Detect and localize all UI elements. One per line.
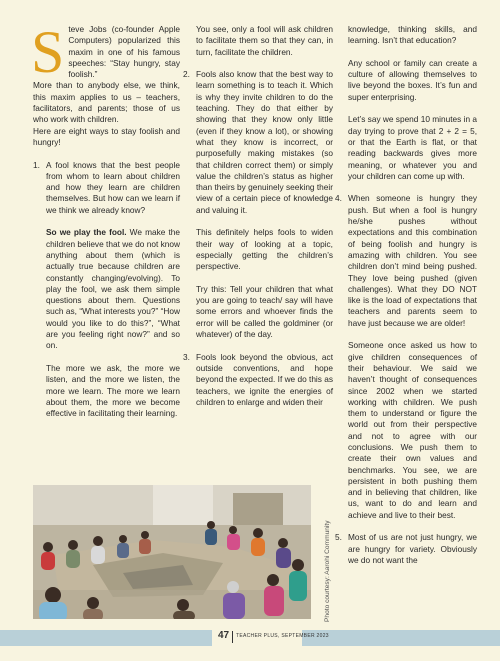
- intro-line-2: More than to anybody else, we think, this maxim applies to us – teachers, facilitators, and parents; those of us who work with children.: [33, 80, 180, 125]
- item-5-para-1: Most of us are not just hungry, we are hungry for variety. Obviously we do not want the: [348, 532, 477, 565]
- intro-text: teve Jobs (co-founder Apple Computers) popularized this maxim in one of his famous speeches: “Stay hungry, stay foolish.”: [68, 24, 180, 80]
- item-3-para-3: Let’s say we spend 10 minutes in a day trying to prove that 2 + 2 = 5, or that the Earth is flat, or that reading backwards gives more meaning, or whatever you and your children can come up with.: [348, 114, 477, 181]
- item-2-para-1: Fools also know that the best way to learn something is to teach it. Which is why they invite children to do the teaching. They do that either by showing that they know only little (even if they know a lot), or showing what they know is incorrect, or purposefully making mistakes (so that children correct them) or simply value the children’s status as higher than theirs by genuinely seeking their view of a certain piece of knowledge and valuing it.: [196, 69, 333, 215]
- item-number: 1.: [33, 159, 40, 170]
- column-right: [335, 24, 477, 578]
- photo-credit: Photo courtesy: Aarohi Community: [324, 520, 331, 622]
- column-left: [31, 19, 180, 431]
- list-item-1: [33, 160, 180, 420]
- item-3-continued: knowledge, thinking skills, and learning. Isn’t that education?: [348, 24, 477, 46]
- item-1-para-1: A fool knows that the best people from whom to learn about children and how they learn are children themselves. But how can we learn if we think we already know?: [46, 159, 180, 215]
- magazine-name: TEACHER PLUS, SEPTEMBER 2023: [236, 633, 329, 639]
- item-1-bold: So we play the fool.: [46, 227, 127, 238]
- item-number: 2.: [183, 69, 190, 80]
- item-1-para-2-text: We make the children believe that we do not know anything about them (which is actually true because children are constantly changing/evolving). To play the fool, we ask them simple questions about them. Questions such as, “What interests you?” “How would you like to do this?”, “What are you feeling right now?” and so on.: [46, 227, 180, 351]
- item-3-para-2: Any school or family can create a culture of allowing themselves to live beyond the boxes. It’s fun and super enterprising.: [348, 57, 477, 102]
- item-number: 4.: [335, 193, 342, 204]
- intro-block: [31, 19, 180, 148]
- list-item-2: [183, 69, 333, 340]
- intro-line-3: Here are eight ways to stay foolish and hungry!: [33, 125, 180, 147]
- item-1-para-2: [46, 227, 180, 351]
- item-number: 5.: [335, 532, 342, 543]
- item-3-para-1: Fools look beyond the obvious, act outside conventions, and hope beyond the expected. If we do this as teachers, we ignite the energies of children to enlarge and widen their: [196, 351, 333, 407]
- photo-illustration: [33, 485, 311, 619]
- item-4-para-1: When someone is hungry they push. But when a fool is hungry he/she pushes without expectations and this combination of being foolish and hungry is amazing with children. You see children don’t mind being pushed. They love being pushed (given challenges). What they DO NOT like is the load of expectations that teachers and parents seem to have just because we are older!: [348, 193, 477, 328]
- list-item-4: [335, 193, 477, 521]
- column-middle: [183, 24, 333, 419]
- page-footer: [0, 628, 500, 648]
- item-number: 3.: [183, 351, 190, 362]
- classroom-photo: [33, 485, 311, 619]
- footer-divider: [232, 631, 233, 643]
- drop-cap: S: [31, 19, 65, 85]
- item-1-continued: You see, only a fool will ask children to facilitate them so that they can, in turn, facilitate the children.: [196, 24, 333, 57]
- item-2-para-2: This definitely helps fools to widen their way of looking at a topic, especially getting the children’s perspective.: [196, 227, 333, 272]
- page-number: 47: [218, 630, 230, 641]
- item-4-para-2: Someone once asked us how to give children consequences of their behaviour. We said we haven’t thought of consequences since 2002 when we started working with children. We push them to understand or figure the world out from their perspective and not to agree with our conclusions. We push them to create their own values and benchmarks. You see, we are persistent in both pushing them and in believing that children, like us, want to do and learn and achieve and live to their best.: [348, 340, 477, 520]
- list-item-3: [183, 352, 333, 408]
- item-2-para-3: Try this: Tell your children that what you are going to teach/ say will have some errors and whoever finds the error will be called the goldminer (or whatever) of the day.: [196, 283, 333, 340]
- item-1-para-3: The more we ask, the more we listen, and the more we listen, the more we learn. The more we learn about them, the more we become effective in facilitating their learning.: [46, 362, 180, 419]
- list-item-5: [335, 532, 477, 566]
